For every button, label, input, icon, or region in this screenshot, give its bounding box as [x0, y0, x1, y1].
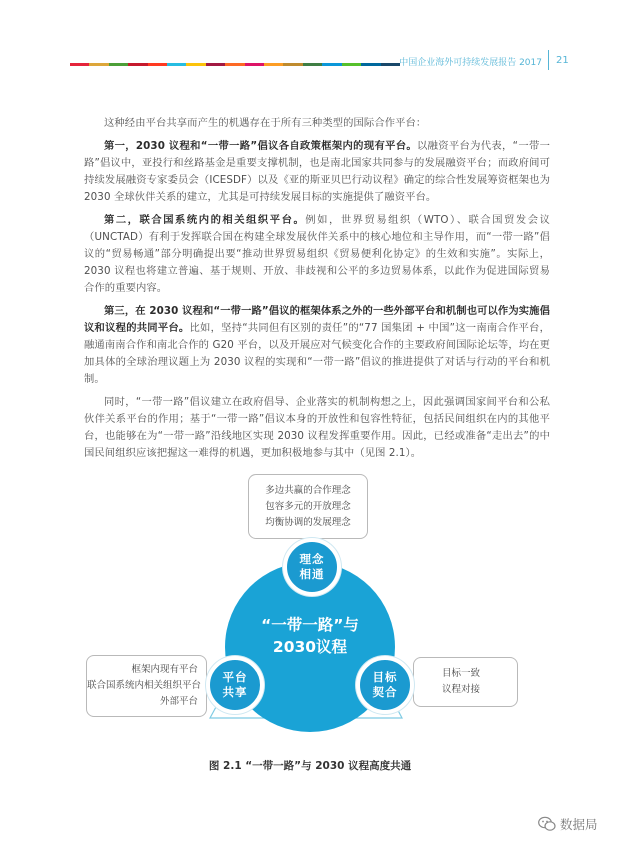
paragraph-heading: 第二，联合国系统内的相关组织平台。	[104, 214, 306, 226]
goal-item: 目标一致	[442, 668, 481, 679]
paragraph-heading: 第一，2030 议程和“一带一路”倡议各自政策框架内的现有平台。	[104, 140, 417, 152]
central-circle-title	[225, 614, 395, 658]
paragraph-heading: 第三，在 2030 议程和“一带一路”倡议的框架体系之外的一些外部平台和机制也可以作为实施倡议和议程的共同平台。	[84, 305, 550, 334]
central-title-line1: “一带一路”与	[261, 616, 359, 634]
intro-paragraph: 这种经由平台共享而产生的机遇存在于所有三种类型的国际合作平台：	[104, 117, 427, 129]
stripe-segment	[381, 63, 400, 66]
node-goal	[356, 656, 414, 714]
page-number: 21	[556, 55, 569, 66]
stripe-segment	[186, 63, 205, 66]
goal-item: 议程对接	[442, 684, 481, 695]
goal-callout-box	[413, 657, 518, 707]
idea-item: 多边共赢的合作理念	[265, 485, 351, 496]
idea-callout-box	[248, 474, 368, 539]
stripe-segment	[109, 63, 128, 66]
platform-item: 框架内现有平台	[131, 664, 198, 675]
figure-caption: 图 2.1 “一带一路”与 2030 议程高度共通	[208, 760, 412, 772]
stripe-segment	[264, 63, 283, 66]
paragraph-conclusion: 同时，“一带一路”倡议建立在政府倡导、企业落实的机制构想之上，因此强调国家间平台和公私伙伴关系平台的作用；基于“一带一路”倡议本身的开放性和包容性特征，包括民间组织在内的其他平台，也能够在为“一带一路”沿线地区实现 2030 议程发挥重要作用。因此，已经或准备“走出去”的中国民间组织应该把握这一难得的机遇，更加积极地参与其中（见图 2.1）。	[84, 396, 550, 459]
paragraph-body: 以融资平台为代表，“一带一路”倡议中，亚投行和丝路基金是重要支撑机制，也是南北国家共同参与的发展融资平台；而政府间可持续发展融资专家委员会（ICESDF）以及《亚的斯亚贝巴行动议程》确定的综合性发展筹资框架也为 2030 全球伙伴关系的建立，尤其是可持续发展目标的实施提供了融资平台。	[84, 140, 550, 203]
stripe-segment	[303, 63, 322, 66]
central-title-line2: 2030议程	[272, 638, 348, 656]
node-label: 理念	[299, 552, 325, 566]
node-label: 契合	[372, 685, 398, 699]
node-label: 目标	[372, 670, 398, 684]
body-text	[84, 115, 550, 468]
header-title: 中国企业海外可持续发展报告 2017	[399, 58, 542, 68]
node-label: 平台	[222, 670, 248, 684]
stripe-segment	[89, 63, 108, 66]
node-label: 相通	[299, 567, 325, 581]
stripe-segment	[245, 63, 264, 66]
paragraph-first-platform	[84, 138, 550, 206]
idea-item: 包容多元的开放理念	[265, 501, 351, 512]
paragraph-body: 例如，世界贸易组织（WTO）、联合国贸发会议（UNCTAD）有利于发挥联合国在构建全球发展伙伴关系中的核心地位和主导作用，而“一带一路”倡议的“贸易畅通”部分明确提出要“推动世界贸易组织《贸易便利化协定》的生效和实施”。实际上，2030 议程也将建立普遍、基于规则、开放、非歧视和公平的多边贸易体系，以此作为促进国际贸易合作的重要内容。	[84, 214, 550, 294]
node-platform	[206, 656, 264, 714]
header-color-stripe	[70, 63, 400, 66]
stripe-segment	[167, 63, 186, 66]
stripe-segment	[128, 63, 147, 66]
header-divider	[548, 50, 549, 70]
paragraph-second-platform	[84, 212, 550, 297]
idea-item: 均衡协调的发展理念	[265, 517, 351, 528]
stripe-segment	[148, 63, 167, 66]
stripe-segment	[225, 63, 244, 66]
platform-callout-box	[86, 655, 207, 717]
wechat-icon	[538, 816, 556, 832]
platform-item: 外部平台	[159, 696, 198, 707]
stripe-segment	[322, 63, 341, 66]
node-idea	[283, 538, 341, 596]
watermark	[538, 815, 598, 833]
stripe-segment	[70, 63, 89, 66]
platform-item: 联合国系统内相关组织平台	[87, 680, 202, 691]
node-label: 共享	[222, 685, 248, 699]
stripe-segment	[283, 63, 302, 66]
stripe-segment	[361, 63, 380, 66]
paragraph-third-platform	[84, 303, 550, 388]
stripe-segment	[342, 63, 361, 66]
watermark-text: 数据局	[560, 817, 598, 832]
paragraph-body: 比如，坚持“共同但有区别的责任”的“77 国集团 + 中国”这一南南合作平台，融通南南合作和南北合作的 G20 平台，以及开展应对气候变化合作的主要政府间国际论坛等，均在更加具体的全球治理议题上为 2030 议程的实现和“一带一路”倡议的推进提供了对话与行动的平台和机制。	[84, 322, 550, 385]
stripe-segment	[206, 63, 225, 66]
